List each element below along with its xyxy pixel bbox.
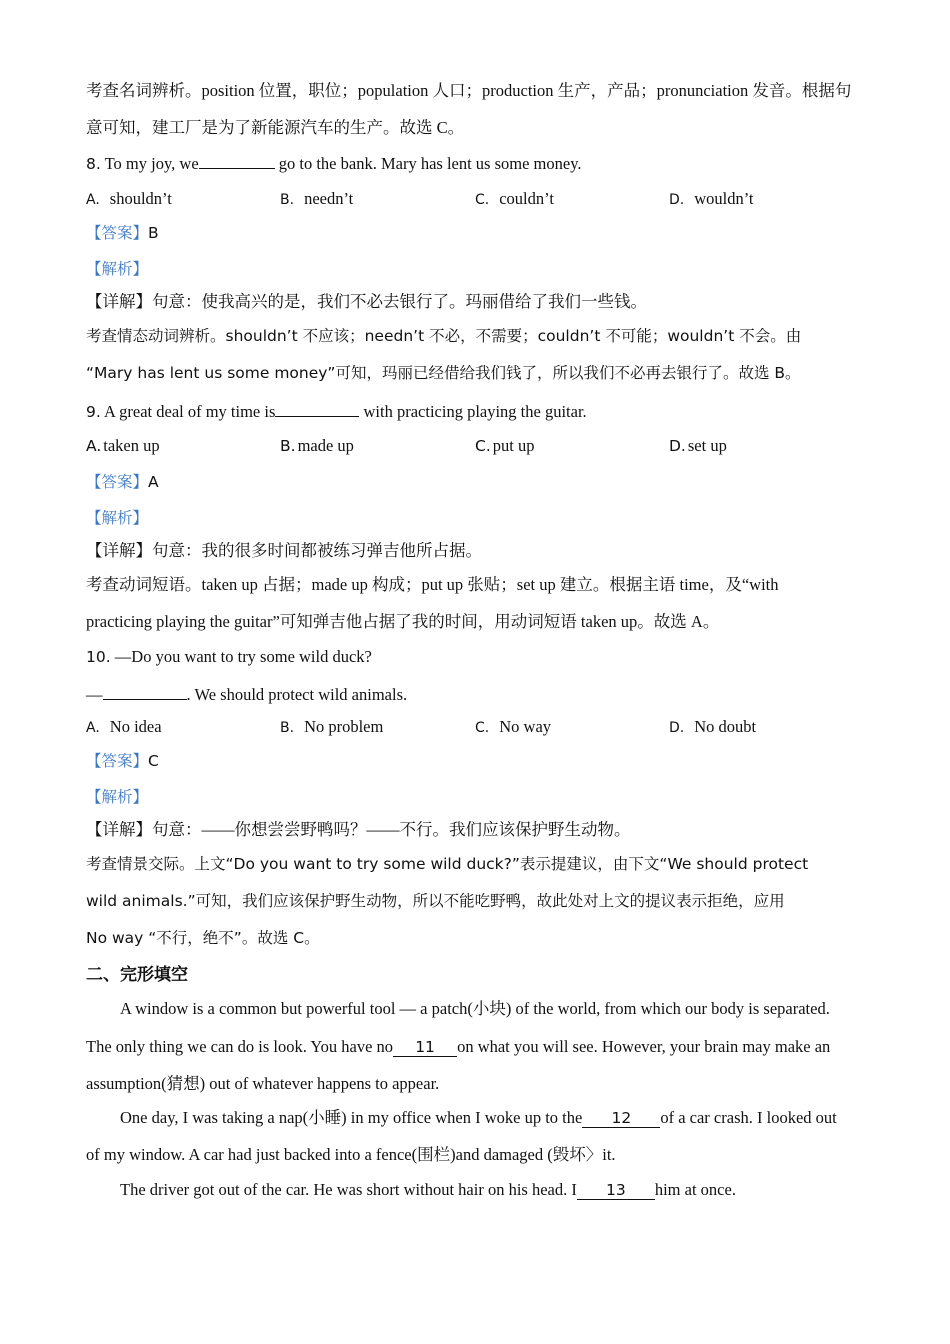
q8-answer <box>86 222 159 244</box>
q9-blank <box>275 399 359 417</box>
q9-stem-b: with practicing playing the guitar. <box>363 402 587 421</box>
cloze-p1-line-3: assumption(猜想) out of whatever happens to appear. <box>86 1074 440 1093</box>
q9-analysis-tag: 【解析】 <box>86 509 149 527</box>
q8-stem-a: To my joy, we <box>104 154 199 173</box>
q8-option-d: D. wouldn’t <box>669 189 754 208</box>
q9-stem <box>86 399 587 423</box>
q10-dash: — <box>86 685 103 704</box>
q10-answer <box>86 750 159 772</box>
cloze-blank-12: 12 <box>582 1109 660 1128</box>
cloze-p1-line-2: The only thing we can do is look. You have no 11 on what you will see. However, your brain may make an <box>86 1037 831 1056</box>
q10-number: 10. <box>86 648 111 666</box>
q8-number: 8. <box>86 155 101 173</box>
q10-stem-1 <box>86 646 372 668</box>
q9-explanation-1: 考查动词短语。taken up 占据；made up 构成；put up 张贴；set up 建立。根据主语 time，及“with <box>86 575 779 594</box>
q9-detail: 【详解】句意：我的很多时间都被练习弹吉他所占据。 <box>86 541 482 560</box>
q8-analysis-tag: 【解析】 <box>86 260 149 278</box>
cloze-p2-line-1: One day, I was taking a nap(小睡) in my office when I woke up to the 12 of a car crash. I looked out <box>120 1108 837 1127</box>
q8-option-b: B. needn’t <box>280 189 354 208</box>
q8-explanation-1: 考查情态动词辨析。shouldn’t 不应该；needn’t 不必，不需要；couldn’t 不可能；wouldn’t 不会。由 <box>86 327 802 345</box>
q9-option-c: C. put up <box>475 436 535 455</box>
q10-stem-2 <box>86 682 407 706</box>
q10-explanation-1: 考查情景交际。上文“Do you want to try some wild duck?”表示提建议，由下文“We should protect <box>86 855 809 873</box>
q10-blank <box>103 682 187 700</box>
q10-option-c: C. No way <box>475 717 552 736</box>
q10-option-b: B. No problem <box>280 717 384 736</box>
q9-explanation-2: practicing playing the guitar”可知弹吉他占据了我的时间，用动词短语 taken up。故选 A。 <box>86 612 720 631</box>
answer-tag: 【答案】 <box>86 752 149 770</box>
cloze-p2-line-2: of my window. A car had just backed into a fence(围栏)and damaged (毁坏〉it. <box>86 1145 616 1164</box>
intro-line-2: 意可知，建工厂是为了新能源汽车的生产。故选 C。 <box>86 118 465 137</box>
q10-option-d: D. No doubt <box>669 717 757 736</box>
answer-value: B <box>148 224 159 242</box>
q9-stem-a: A great deal of my time is <box>104 402 276 421</box>
cloze-p3-line-1: The driver got out of the car. He was short without hair on his head. I 13 him at once. <box>120 1180 736 1199</box>
q8-option-a: A. shouldn’t <box>86 189 172 208</box>
q8-explanation-2: “Mary has lent us some money”可知，玛丽已经借给我们钱了，所以我们不必再去银行了。故选 B。 <box>86 364 801 382</box>
q10-stem-1-text: —Do you want to try some wild duck? <box>114 647 372 666</box>
q10-option-a: A. No idea <box>86 717 162 736</box>
q8-option-c: C. couldn’t <box>475 189 554 208</box>
q9-option-d: D. set up <box>669 436 727 455</box>
q8-stem <box>86 151 582 175</box>
q8-blank <box>199 151 275 169</box>
q10-explanation-2: wild animals.”可知，我们应该保护野生动物，所以不能吃野鸭，故此处对上文的提议表示拒绝，应用 <box>86 892 785 910</box>
q10-detail: 【详解】句意：——你想尝尝野鸭吗？——不行。我们应该保护野生动物。 <box>86 820 631 839</box>
q9-number: 9. <box>86 403 101 421</box>
cloze-p1-line-1: A window is a common but powerful tool — a patch(小块) of the world, from which our body is separated. <box>120 999 830 1018</box>
q8-detail: 【详解】句意：使我高兴的是，我们不必去银行了。玛丽借给了我们一些钱。 <box>86 292 647 311</box>
intro-line-1: 考查名词辨析。position 位置，职位；population 人口；production 生产，产品；pronunciation 发音。根据句 <box>86 81 852 100</box>
q10-analysis-tag: 【解析】 <box>86 788 149 806</box>
q9-option-b: B. made up <box>280 436 354 455</box>
q10-stem-2-text: . We should protect wild animals. <box>186 685 408 704</box>
answer-tag: 【答案】 <box>86 473 149 491</box>
cloze-blank-13: 13 <box>577 1181 655 1200</box>
answer-value: A <box>148 473 159 491</box>
q10-explanation-3: No way “不行，绝不”。故选 C。 <box>86 929 320 947</box>
q8-stem-b: go to the bank. Mary has lent us some money. <box>278 154 582 173</box>
cloze-blank-11: 11 <box>393 1038 457 1057</box>
answer-value: C <box>148 752 159 770</box>
q9-option-a: A. taken up <box>86 436 160 455</box>
answer-tag: 【答案】 <box>86 224 149 242</box>
q9-answer <box>86 471 159 493</box>
section-title: 二、完形填空 <box>86 965 188 985</box>
